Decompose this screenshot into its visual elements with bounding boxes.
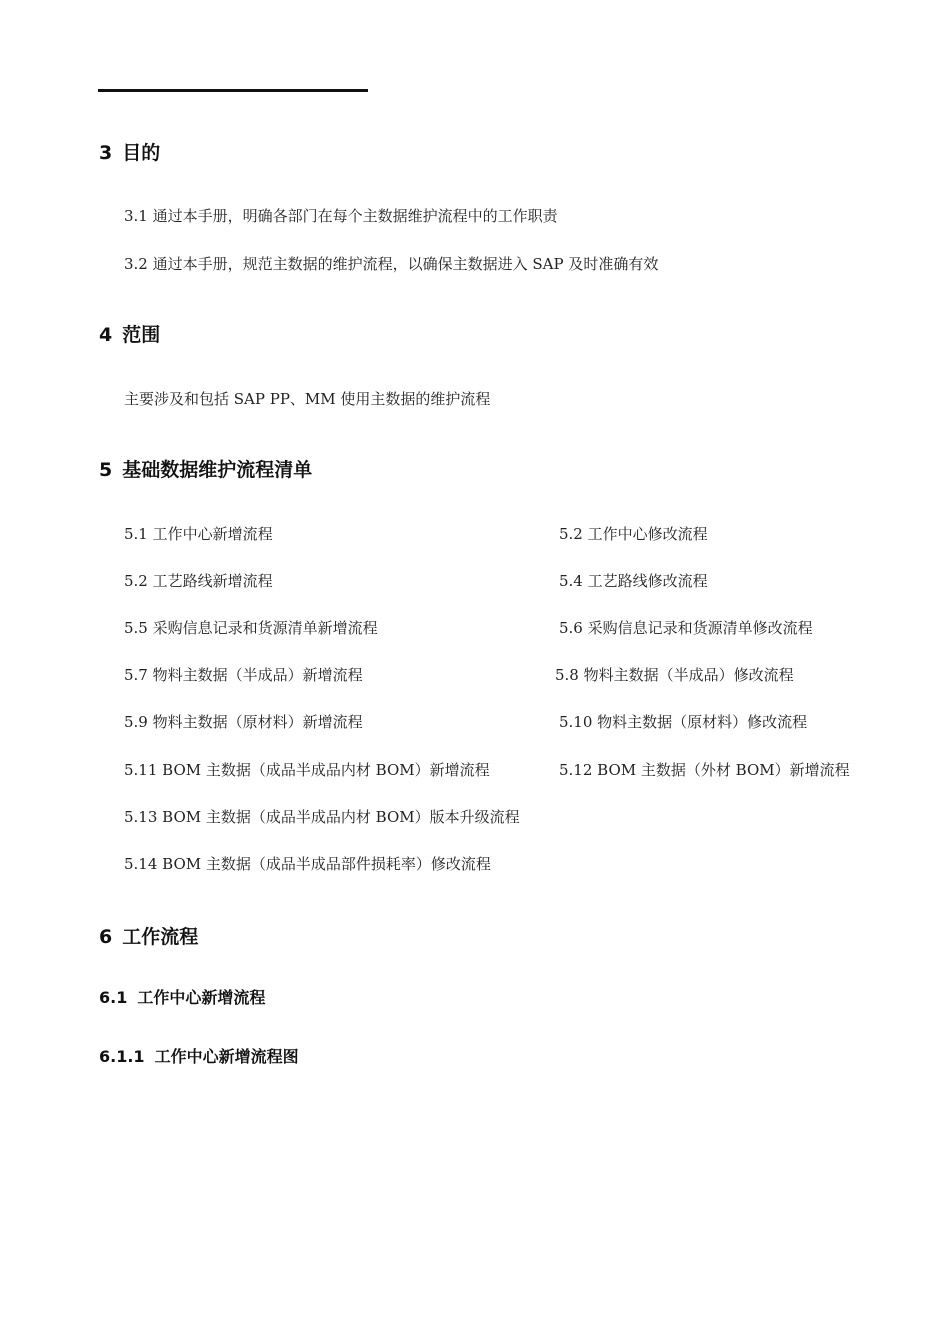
section-6-number: 6 [99, 926, 113, 948]
section-6-1-1-number: 6.1.1 [99, 1047, 145, 1066]
section-3-heading [99, 141, 160, 165]
section-3-number: 3 [99, 142, 113, 164]
section-6-1-1-title: 工作中心新增流程图 [154, 1047, 299, 1066]
process-list-item: 5.9 物料主数据（原材料）新增流程 [124, 713, 363, 731]
section-6-1-number: 6.1 [99, 988, 128, 1007]
section-4-title: 范围 [122, 324, 161, 346]
section-5-heading [99, 458, 312, 482]
process-list-item: 5.12 BOM 主数据（外材 BOM）新增流程 [559, 761, 850, 779]
process-list-item: 5.5 采购信息记录和货源清单新增流程 [124, 619, 378, 637]
section-6-1-title: 工作中心新增流程 [137, 988, 266, 1007]
section-5-number: 5 [99, 459, 113, 481]
process-list-item: 5.2 工艺路线新增流程 [124, 572, 273, 590]
section-4-number: 4 [99, 324, 113, 346]
header-rule [98, 89, 368, 92]
section-5-title: 基础数据维护流程清单 [122, 459, 313, 481]
process-list-item: 5.10 物料主数据（原材料）修改流程 [559, 713, 808, 731]
section-6-heading [99, 925, 198, 949]
section-6-title: 工作流程 [122, 926, 199, 948]
process-list-item: 5.2 工作中心修改流程 [559, 525, 708, 543]
process-list-item: 5.8 物料主数据（半成品）修改流程 [555, 666, 794, 684]
section-3-title: 目的 [122, 142, 161, 164]
section-4-heading [99, 323, 160, 347]
process-list-item: 5.7 物料主数据（半成品）新增流程 [124, 666, 363, 684]
process-list-item: 5.11 BOM 主数据（成品半成品内材 BOM）新增流程 [124, 761, 490, 779]
section-4-text: 主要涉及和包括 SAP PP、MM 使用主数据的维护流程 [124, 390, 491, 408]
process-list-item: 5.6 采购信息记录和货源清单修改流程 [559, 619, 813, 637]
process-list-item: 5.13 BOM 主数据（成品半成品内材 BOM）版本升级流程 [124, 808, 520, 826]
process-list-item: 5.1 工作中心新增流程 [124, 525, 273, 543]
process-list-item: 5.14 BOM 主数据（成品半成品部件损耗率）修改流程 [124, 855, 491, 873]
process-list-item: 5.4 工艺路线修改流程 [559, 572, 708, 590]
section-3-item-1: 3.1 通过本手册，明确各部门在每个主数据维护流程中的工作职责 [124, 207, 558, 225]
section-6-1-heading [99, 988, 265, 1008]
section-6-1-1-heading [99, 1047, 299, 1067]
section-3-item-2: 3.2 通过本手册，规范主数据的维护流程，以确保主数据进入 SAP 及时准确有效 [124, 255, 659, 273]
